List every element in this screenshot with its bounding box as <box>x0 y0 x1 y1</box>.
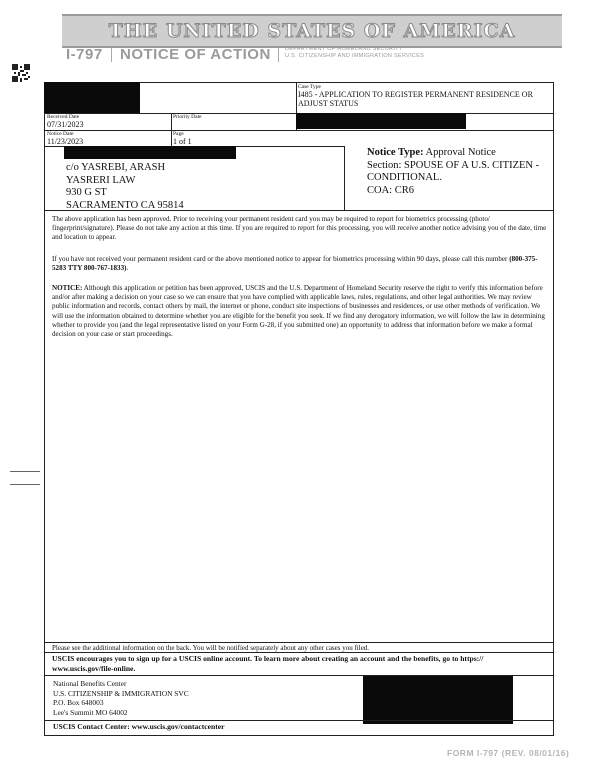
notice-date-value: 11/23/2023 <box>47 137 84 146</box>
center-line: P.O. Box 648003 <box>53 698 104 708</box>
address-line: YASRERI LAW <box>66 174 136 186</box>
phone-number: (800-375-5283 TTY 800-767-1833) <box>52 255 538 273</box>
biometrics-text: If you have not received your permanent resident card or the above mentioned notice to appear for biometrics processing within 90 days, please call this number <box>52 255 510 263</box>
agency-line: U.S. CITIZENSHIP AND IMMIGRATION SERVICES <box>285 53 425 59</box>
header-divider <box>111 48 112 62</box>
grid-line <box>44 720 554 721</box>
received-date-value: 07/31/2023 <box>47 120 84 129</box>
biometrics-paragraph <box>52 255 550 273</box>
additional-info-text: Please see the additional information on the back. You will be notified separately about any other cases you filed. <box>52 644 370 652</box>
approval-paragraph: The above application has been approved. Prior to receiving your permanent resident card you may be required to report for biometrics processing (photo/ fingerprint/signature). Please do not take any action at this time. If you are required to report for this processing, you will receive another notice advising you of the date, time and location to appear. <box>52 215 547 242</box>
contact-center-link: USCIS Contact Center: www.uscis.gov/contactcenter <box>53 722 225 731</box>
benefits-center-address <box>53 679 189 717</box>
notice-text: Although this application or petition has been approved, USCIS and the U.S. Department of Homeland Security reserve the right to verify this information before and/or after making a decision on your case so we can ensure that you have complied with applicable laws, rules, regulations, and other legal authorities. We may review public information and records, contact others by mail, the internet or phone, conduct site inspections of businesses and residences, or use other methods of verification. We will use the information obtained to determine whether you are eligible for the benefit you seek. If we find any derogatory information, we will follow the law in determining whether to provide you (and the legal representative listed on your Form G-28, if you submitted one) an opportunity to address that information before we make a formal decision on your case or start proceedings. <box>52 284 545 339</box>
fold-mark <box>10 484 40 485</box>
priority-date-label: Priority Date <box>173 114 202 120</box>
fold-mark <box>10 471 40 472</box>
center-line: Lee's Summit MO 64002 <box>53 707 128 717</box>
redacted-receipt-number <box>44 82 140 113</box>
form-number: I-797 <box>66 46 103 63</box>
qr-code-icon <box>12 64 30 82</box>
address-line: 930 G ST <box>66 187 107 198</box>
department-line: DEPARTMENT OF HOMELAND SECURITY <box>285 46 403 52</box>
center-line: National Benefits Center <box>53 679 127 688</box>
department-block <box>285 46 424 60</box>
grid-line <box>171 113 172 146</box>
grid-line <box>44 642 554 643</box>
notice-type-value: Approval Notice <box>425 147 496 158</box>
online-account-text: USCIS encourages you to sign up for a USCIS online account. To learn more about creating an account and the benefits, go to https:// www.uscis.gov/file-online. <box>52 654 484 673</box>
center-line: U.S. CITIZENSHIP & IMMIGRATION SVC <box>53 688 189 698</box>
redacted-name <box>64 146 236 159</box>
redacted-applicant-info <box>296 113 466 129</box>
grid-line <box>44 652 554 653</box>
notice-label: NOTICE: <box>52 284 83 292</box>
header-divider <box>278 48 279 62</box>
page-value: 1 of 1 <box>173 137 192 146</box>
banner-title: THE UNITED STATES OF AMERICA <box>108 20 516 42</box>
notice-type-label: Notice Type: <box>367 147 424 158</box>
address-line: c/o YASREBI, ARASH <box>66 162 166 173</box>
notice-section: Section: SPOUSE OF A U.S. CITIZEN - CONDITIONAL. <box>367 159 540 183</box>
case-type-label: Case Type <box>298 84 321 90</box>
redacted-signature-block <box>363 676 513 724</box>
grid-line <box>296 82 297 113</box>
notice-paragraph <box>52 284 550 339</box>
address-line: SACRAMENTO CA 95814 <box>66 199 184 211</box>
page-label: Page <box>173 131 184 137</box>
notice-title: NOTICE OF ACTION <box>120 46 271 63</box>
notice-coa: COA: CR6 <box>367 184 414 196</box>
grid-line <box>44 675 554 676</box>
case-type-value: I485 - APPLICATION TO REGISTER PERMANENT RESIDENCE OR ADJUST STATUS <box>298 90 533 108</box>
grid-line <box>344 146 345 210</box>
biometrics-end: . <box>126 264 129 273</box>
notice-date-label: Notice Date <box>47 131 74 137</box>
notice-type-line <box>367 147 552 160</box>
mailing-address <box>66 162 184 212</box>
banner <box>62 14 562 48</box>
notice-type-block <box>367 147 552 197</box>
received-date-label: Received Date <box>47 114 80 120</box>
grid-line <box>44 130 554 131</box>
form-revision: FORM I-797 (REV. 08/01/16) <box>447 748 570 758</box>
